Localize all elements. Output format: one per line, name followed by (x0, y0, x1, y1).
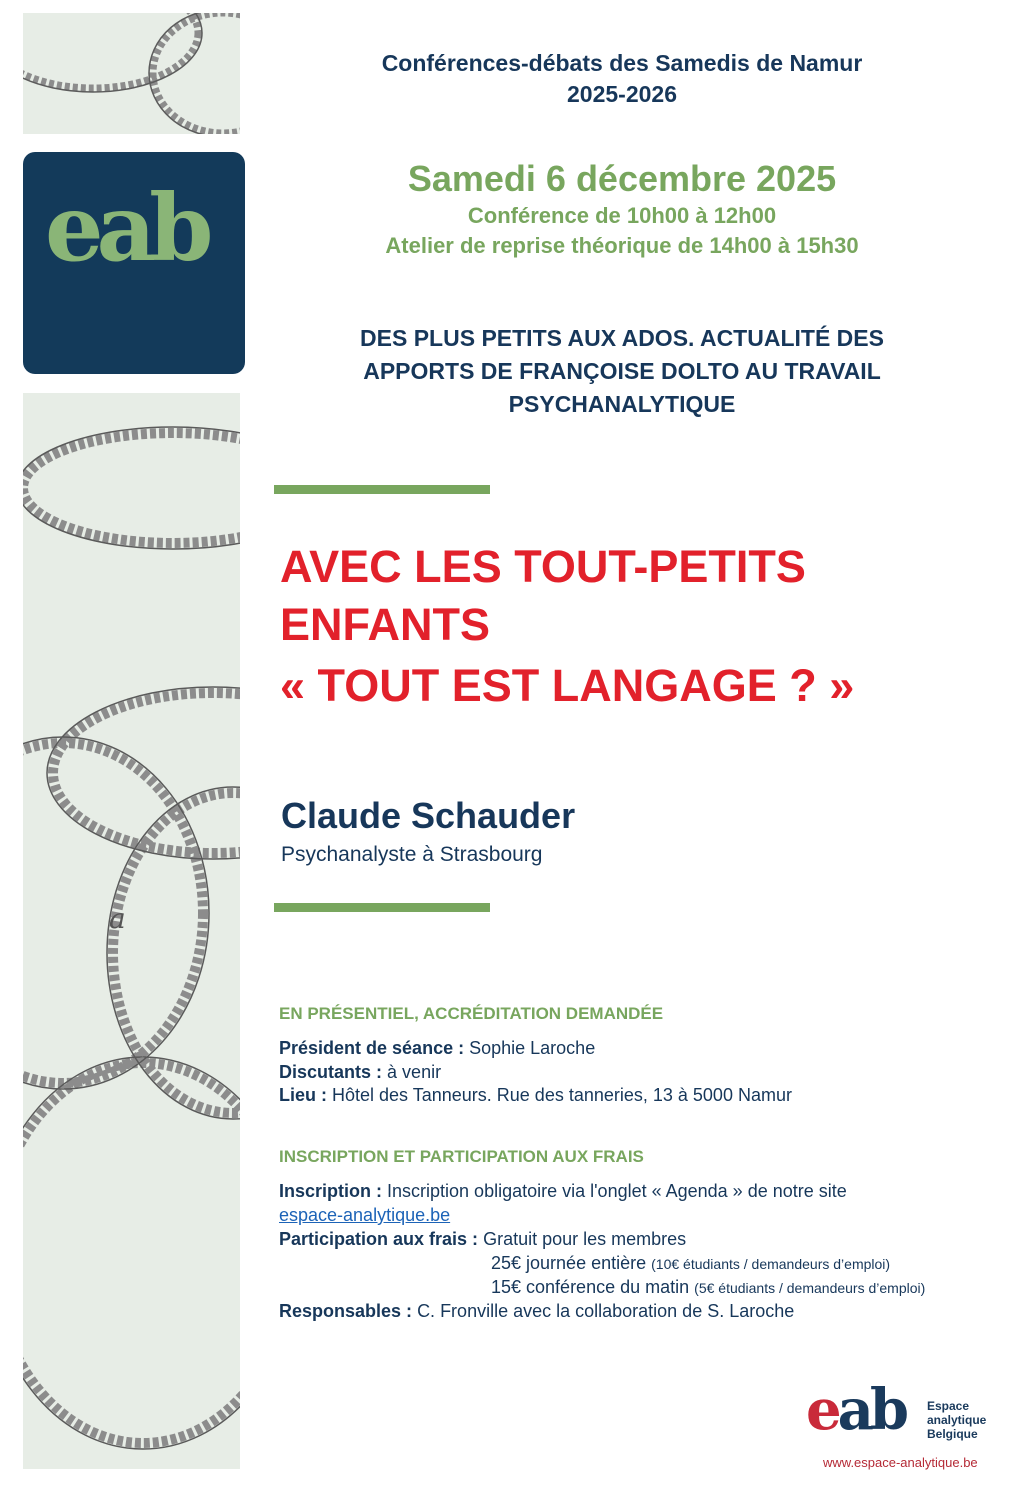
lieu-value: Hôtel des Tanneurs. Rue des tanneries, 13 à 5000 Namur (332, 1085, 792, 1105)
logo-letters: eab (45, 174, 207, 282)
fee-morning: 15€ conférence du matin (491, 1277, 690, 1297)
responsables-row (279, 1301, 794, 1322)
discutants-value: à venir (387, 1062, 442, 1082)
inscription-label: Inscription : (279, 1181, 382, 1201)
fee-full-day-note: (10€ étudiants / demandeurs d’emploi) (651, 1256, 891, 1272)
site-link-row (279, 1205, 450, 1226)
rope-knot-illustration-icon (23, 393, 240, 1469)
cycle-title (262, 322, 982, 421)
divider (274, 903, 490, 912)
schedule-atelier: Atelier de reprise théorique de 14h00 à 15h30 (385, 233, 859, 258)
speaker-role: Psychanalyste à Strasbourg (281, 843, 543, 866)
president-value: Sophie Laroche (469, 1038, 596, 1058)
fee-members: Gratuit pour les membres (483, 1229, 687, 1249)
panel-letter: a (109, 902, 126, 935)
event-date: Samedi 6 décembre 2025 (407, 158, 837, 199)
talk-title-line: AVEC LES TOUT-PETITS (280, 541, 806, 592)
inscription-value: Inscription obligatoire via l'onglet « Agenda » de notre site (387, 1181, 847, 1201)
cycle-title-line: DES PLUS PETITS AUX ADOS. ACTUALITÉ DES (360, 325, 884, 351)
talk-title-line: ENFANTS (280, 599, 491, 650)
footer-logo-ab: ab (837, 1377, 906, 1443)
footer-eab-logo (806, 1377, 906, 1443)
lieu-row (279, 1085, 792, 1106)
site-link[interactable]: espace-analytique.be (279, 1205, 451, 1225)
schedule-conference: Conférence de 10h00 à 12h00 (467, 203, 777, 228)
decorative-panel-top (23, 13, 240, 134)
discutants-label: Discutants : (279, 1062, 383, 1082)
responsables-value: C. Fronville avec la collaboration de S. Laroche (417, 1301, 795, 1321)
footer-org-line: Belgique (927, 1427, 978, 1441)
cycle-title-line: APPORTS DE FRANÇOISE DOLTO AU TRAVAIL (363, 358, 881, 384)
divider (274, 485, 490, 494)
footer-org-line: analytique (927, 1413, 987, 1427)
fee-morning-row (491, 1277, 925, 1298)
fee-full-day: 25€ journée entière (491, 1253, 647, 1273)
fee-morning-note: (5€ étudiants / demandeurs d’emploi) (694, 1280, 926, 1296)
section-heading-inscription: INSCRIPTION ET PARTICIPATION AUX FRAIS (279, 1147, 644, 1166)
decorative-panel-side (23, 393, 240, 1469)
eab-samedis-logo (23, 152, 245, 374)
president-row (279, 1038, 595, 1059)
discutants-row (279, 1062, 441, 1083)
footer-org-line: Espace (927, 1399, 970, 1413)
fees-row (279, 1229, 686, 1250)
talk-title-line: « TOUT EST LANGAGE ? » (280, 660, 855, 711)
fees-label: Participation aux frais : (279, 1229, 479, 1249)
series-title: Conférences-débats des Samedis de Namur (381, 50, 863, 76)
fee-full-day-row (491, 1253, 890, 1274)
inscription-row (279, 1181, 847, 1202)
cycle-title-line: PSYCHANALYTIQUE (508, 391, 736, 417)
responsables-label: Responsables : (279, 1301, 413, 1321)
footer-logo-e: e (806, 1377, 838, 1443)
rope-illustration-icon (23, 13, 240, 134)
footer-url[interactable]: www.espace-analytique.be (823, 1455, 978, 1470)
president-label: Président de séance : (279, 1038, 465, 1058)
lieu-label: Lieu : (279, 1085, 327, 1105)
series-year: 2025-2026 (567, 81, 677, 107)
section-heading-presence: EN PRÉSENTIEL, ACCRÉDITATION DEMANDÉE (279, 1004, 664, 1023)
speaker-name: Claude Schauder (281, 795, 576, 836)
